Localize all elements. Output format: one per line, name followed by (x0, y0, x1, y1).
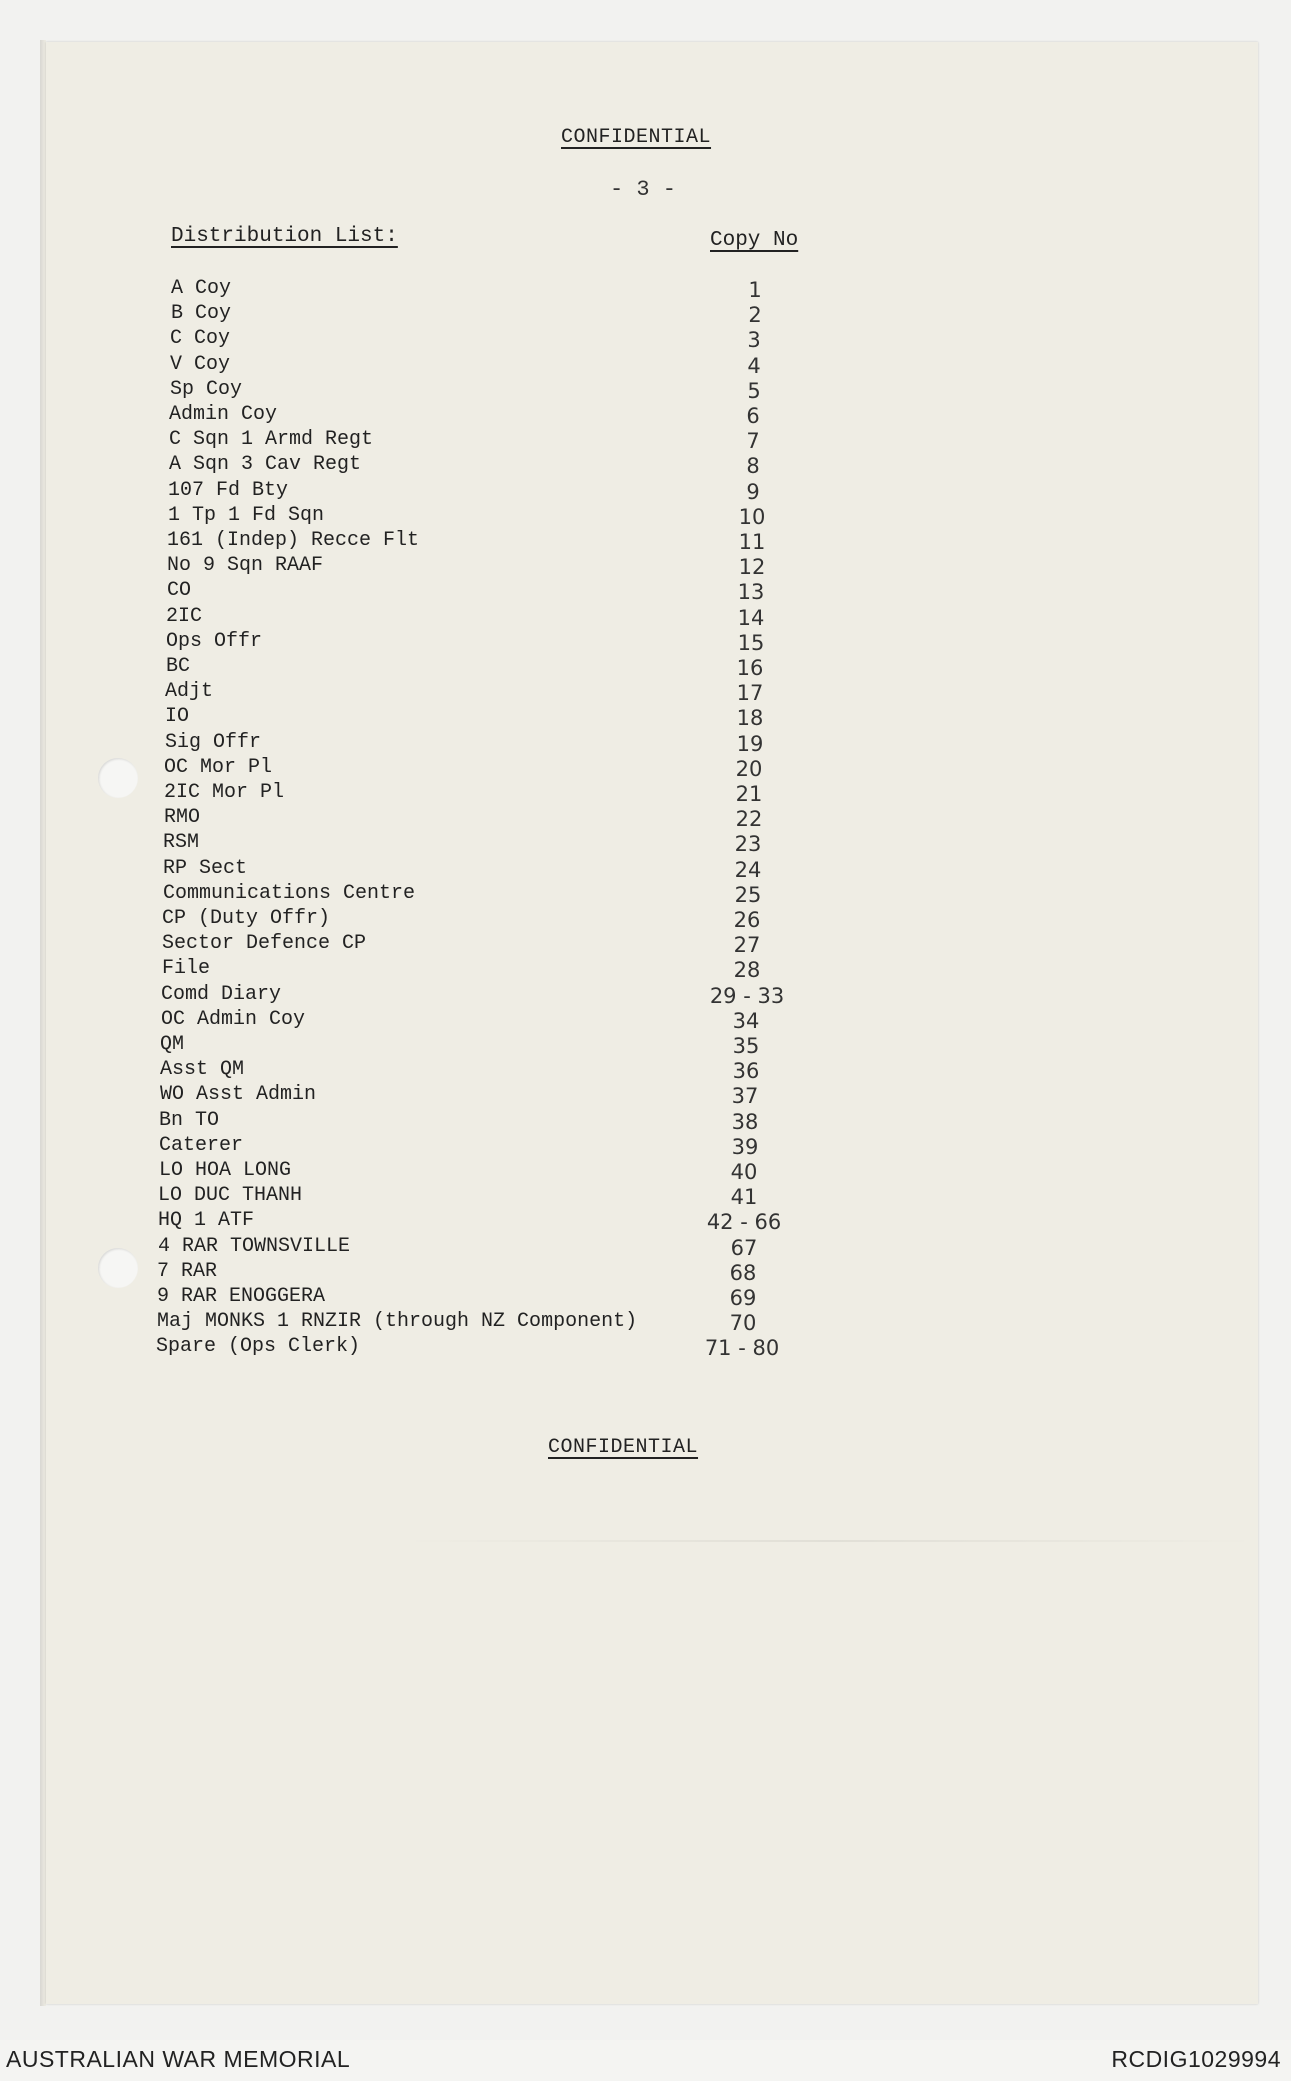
list-item: 9 RAR ENOGGERA (157, 1285, 326, 1308)
copy-number: 19 (736, 731, 764, 756)
list-item: Comd Diary (161, 982, 282, 1006)
copy-number: 5 (747, 378, 761, 403)
copy-number: 29 - 33 (709, 983, 785, 1008)
paper-crease (400, 1540, 1260, 1542)
copy-number: 11 (738, 530, 766, 554)
copy-number: 39 (731, 1134, 759, 1159)
list-item: 2IC (166, 604, 203, 628)
list-item: IO (165, 705, 190, 729)
list-item: Admin Coy (169, 403, 278, 426)
list-item: A Coy (171, 277, 232, 300)
copy-number: 24 (734, 857, 762, 882)
list-item: QM (160, 1033, 185, 1056)
list-item: WO Asst Admin (160, 1083, 317, 1107)
list-item: C Coy (170, 327, 231, 351)
list-item: Communications Centre (163, 881, 416, 905)
copy-number: 8 (746, 454, 760, 479)
list-item: HQ 1 ATF (158, 1209, 255, 1233)
list-item: CP (Duty Offr) (162, 907, 331, 930)
copy-number: 28 (733, 958, 761, 983)
archive-name: AUSTRALIAN WAR MEMORIAL (6, 2046, 351, 2072)
list-item: LO DUC THANH (158, 1184, 303, 1208)
list-item: Caterer (159, 1133, 244, 1157)
page-number: - 3 - (610, 177, 677, 202)
list-item: RSM (163, 831, 200, 855)
copy-number-heading: Copy No (710, 229, 799, 252)
copy-number: 35 (732, 1034, 760, 1058)
list-item: CO (167, 579, 192, 603)
list-item: 2IC Mor Pl (164, 781, 285, 804)
list-item: 1 Tp 1 Fd Sqn (168, 503, 325, 527)
copy-number: 22 (735, 807, 763, 832)
copy-number: 71 - 80 (704, 1336, 780, 1361)
distribution-list-heading: Distribution List: (171, 225, 398, 248)
copy-number: 37 (731, 1084, 759, 1109)
list-item: RP Sect (163, 856, 248, 880)
list-item: V Coy (170, 352, 231, 376)
copy-number: 70 (729, 1311, 757, 1336)
list-item: Bn TO (159, 1108, 220, 1132)
copy-number: 27 (733, 933, 761, 958)
list-item: Sig Offr (165, 730, 262, 754)
copy-number: 36 (732, 1059, 760, 1084)
copy-number: 21 (735, 782, 763, 806)
punch-hole-top (98, 758, 138, 798)
copy-number: 1 (748, 278, 762, 302)
copy-number: 69 (729, 1286, 757, 1310)
copy-number: 41 (730, 1185, 758, 1210)
copy-number: 25 (734, 882, 762, 907)
copy-number: 10 (738, 504, 766, 529)
list-item: No 9 Sqn RAAF (167, 554, 324, 578)
copy-number: 20 (735, 756, 763, 781)
copy-number: 17 (736, 681, 764, 706)
list-item: File (162, 957, 211, 981)
copy-number: 34 (732, 1008, 760, 1033)
list-item: 161 (Indep) Recce Flt (167, 529, 420, 552)
archive-id: RCDIG1029994 (1111, 2046, 1281, 2072)
copy-number: 13 (737, 580, 765, 605)
copy-number: 67 (730, 1235, 758, 1260)
copy-number: 40 (730, 1160, 758, 1184)
list-item: 4 RAR TOWNSVILLE (158, 1234, 351, 1258)
punch-hole-bottom (98, 1248, 138, 1288)
list-item: 7 RAR (157, 1259, 218, 1283)
list-item: OC Admin Coy (161, 1007, 306, 1031)
list-item: B Coy (171, 302, 232, 326)
classification-footer: CONFIDENTIAL (548, 1436, 699, 1459)
copy-number: 7 (746, 429, 760, 454)
list-item: C Sqn 1 Armd Regt (169, 428, 374, 452)
copy-number: 26 (733, 908, 761, 932)
list-item: Adjt (165, 680, 214, 704)
copy-number: 15 (737, 630, 765, 655)
list-item: BC (166, 655, 191, 678)
list-item: Maj MONKS 1 RNZIR (through NZ Component) (157, 1310, 638, 1334)
copy-number: 2 (748, 303, 762, 328)
list-item: RMO (164, 806, 201, 830)
copy-number: 18 (736, 706, 764, 731)
list-item: OC Mor Pl (164, 755, 273, 779)
classification-header: CONFIDENTIAL (561, 126, 712, 149)
copy-number: 38 (731, 1109, 759, 1134)
copy-number: 12 (738, 555, 766, 580)
copy-number: 68 (729, 1260, 757, 1285)
list-item: A Sqn 3 Cav Regt (169, 453, 362, 477)
list-item: Spare (Ops Clerk) (156, 1335, 361, 1359)
copy-number: 9 (746, 479, 760, 504)
list-item: Sp Coy (170, 377, 243, 401)
copy-number: 4 (747, 353, 761, 378)
copy-number: 23 (734, 832, 762, 857)
copy-number: 14 (737, 605, 765, 630)
list-item: Sector Defence CP (162, 932, 367, 956)
copy-number: 16 (736, 656, 764, 680)
list-item: 107 Fd Bty (168, 478, 289, 502)
list-item: Ops Offr (166, 629, 263, 653)
copy-number: 6 (746, 404, 760, 428)
copy-number: 3 (747, 328, 761, 353)
list-item: LO HOA LONG (159, 1159, 292, 1182)
list-item: Asst QM (160, 1058, 245, 1082)
copy-number: 42 - 66 (706, 1210, 782, 1235)
